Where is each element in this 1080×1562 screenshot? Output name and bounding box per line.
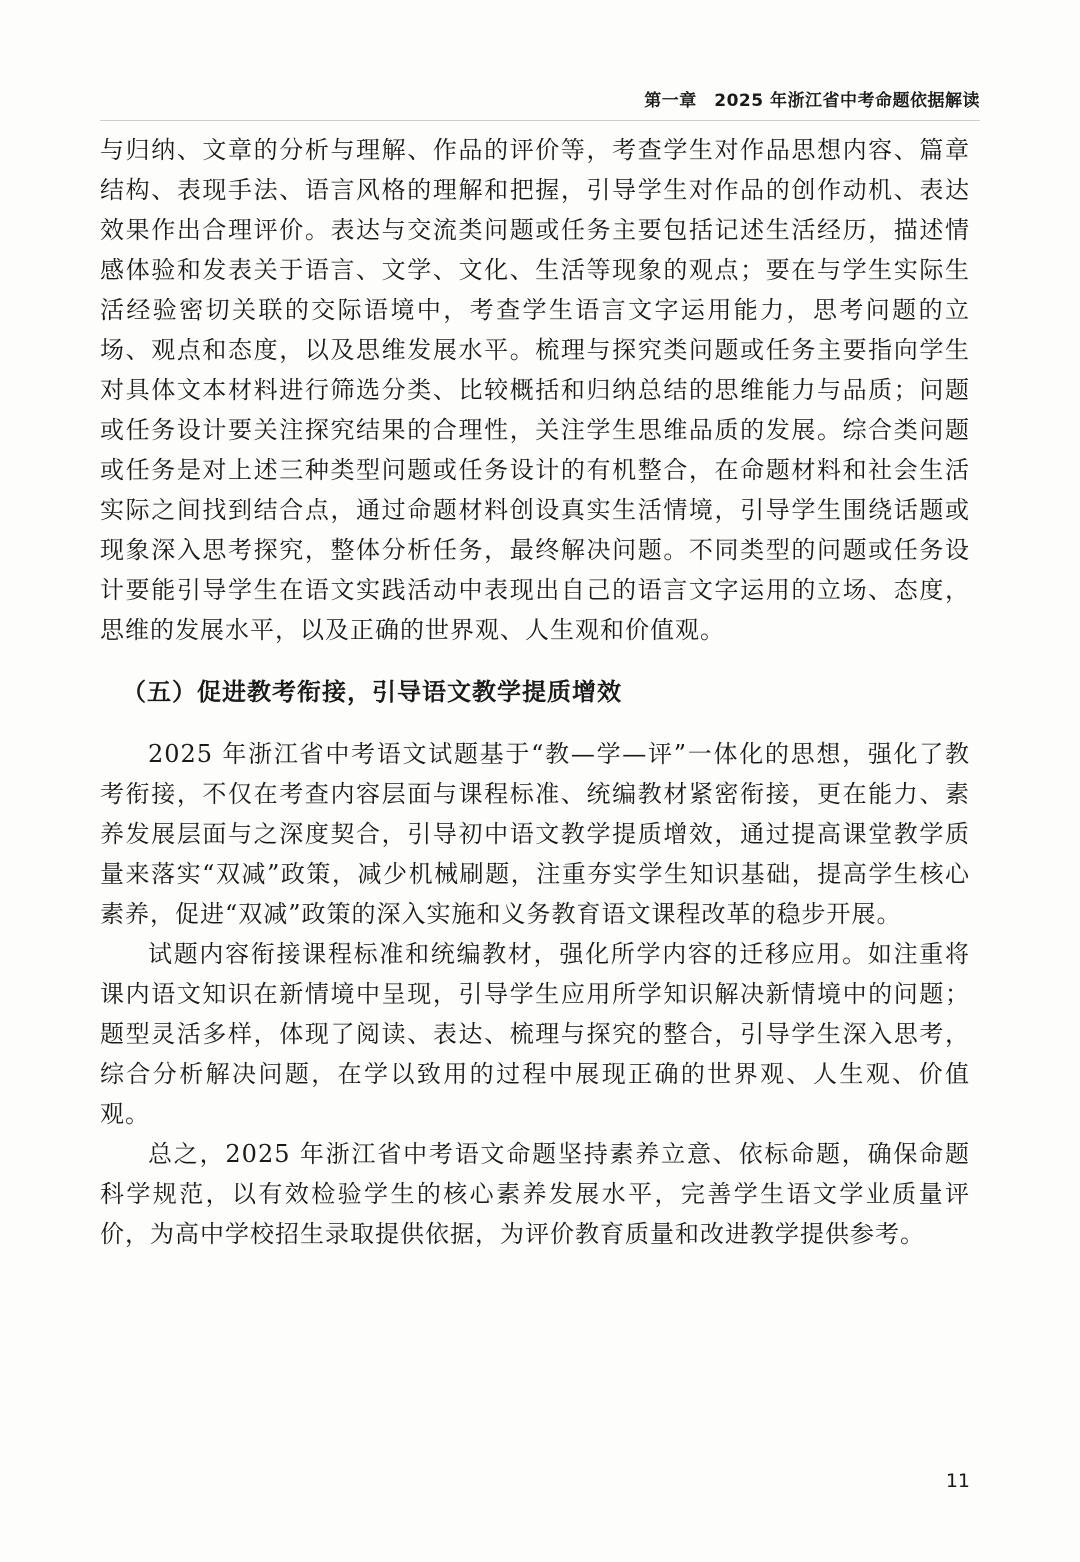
page-number: 11 (945, 1470, 970, 1492)
header-divider (100, 120, 980, 121)
body-paragraph-continued: 与归纳、文章的分析与理解、作品的评价等，考查学生对作品思想内容、篇章结构、表现手法、语言风格的理解和把握，引导学生对作品的创作动机、表达效果作出合理评价。表达与交流类问题或任务主要包括记述生活经历，描述情感体验和发表关于语言、文学、文化、生活等现象的观点；要在与学生实际生活经验密切关联的交际语境中，考查学生语言文字运用能力，思考问题的立场、观点和态度，以及思维发展水平。梳理与探究类问题或任务主要指向学生对具体文本材料进行筛选分类、比较概括和归纳总结的思维能力与品质；问题或任务设计要关注探究结果的合理性，关注学生思维品质的发展。综合类问题或任务是对上述三种类型问题或任务设计的有机整合，在命题材料和社会生活实际之间找到结合点，通过命题材料创设真实生活情境，引导学生围绕话题或现象深入思考探究，整体分析任务，最终解决问题。不同类型的问题或任务设计要能引导学生在语文实践活动中表现出自己的语言文字运用的立场、态度，思维的发展水平，以及正确的世界观、人生观和价值观。 (100, 136, 970, 644)
body-paragraph: 2025 年浙江省中考语文试题基于“教—学—评”一体化的思想，强化了教考衔接，不仅在考查内容层面与课程标准、统编教材紧密衔接，更在能力、素养发展层面与之深度契合，引导初中语文教学提质增效，通过提高课堂教学质量来落实“双减”政策，减少机械刷题，注重夯实学生知识基础，提高学生核心素养，促进“双减”政策的深入实施和义务教育语文课程改革的稳步开展。 (100, 740, 970, 928)
body-paragraph: 总之，2025 年浙江省中考语文命题坚持素养立意、依标命题，确保命题科学规范，以有效检验学生的核心素养发展水平，完善学生语文学业质量评价，为高中学校招生录取提供依据，为评价教育质量和改进教学提供参考。 (100, 1140, 970, 1248)
running-header: 第一章 2025 年浙江省中考命题依据解读 (644, 91, 980, 111)
body-paragraph: 试题内容衔接课程标准和统编教材，强化所学内容的迁移应用。如注重将课内语文知识在新情境中呈现，引导学生应用所学知识解决新情境中的问题；题型灵活多样，体现了阅读、表达、梳理与探究的整合，引导学生深入思考，综合分析解决问题，在学以致用的过程中展现正确的世界观、人生观、价值观。 (100, 940, 970, 1128)
page-body (100, 130, 970, 1254)
section-heading: （五）促进教考衔接，引导语文教学提质增效 (122, 678, 622, 706)
